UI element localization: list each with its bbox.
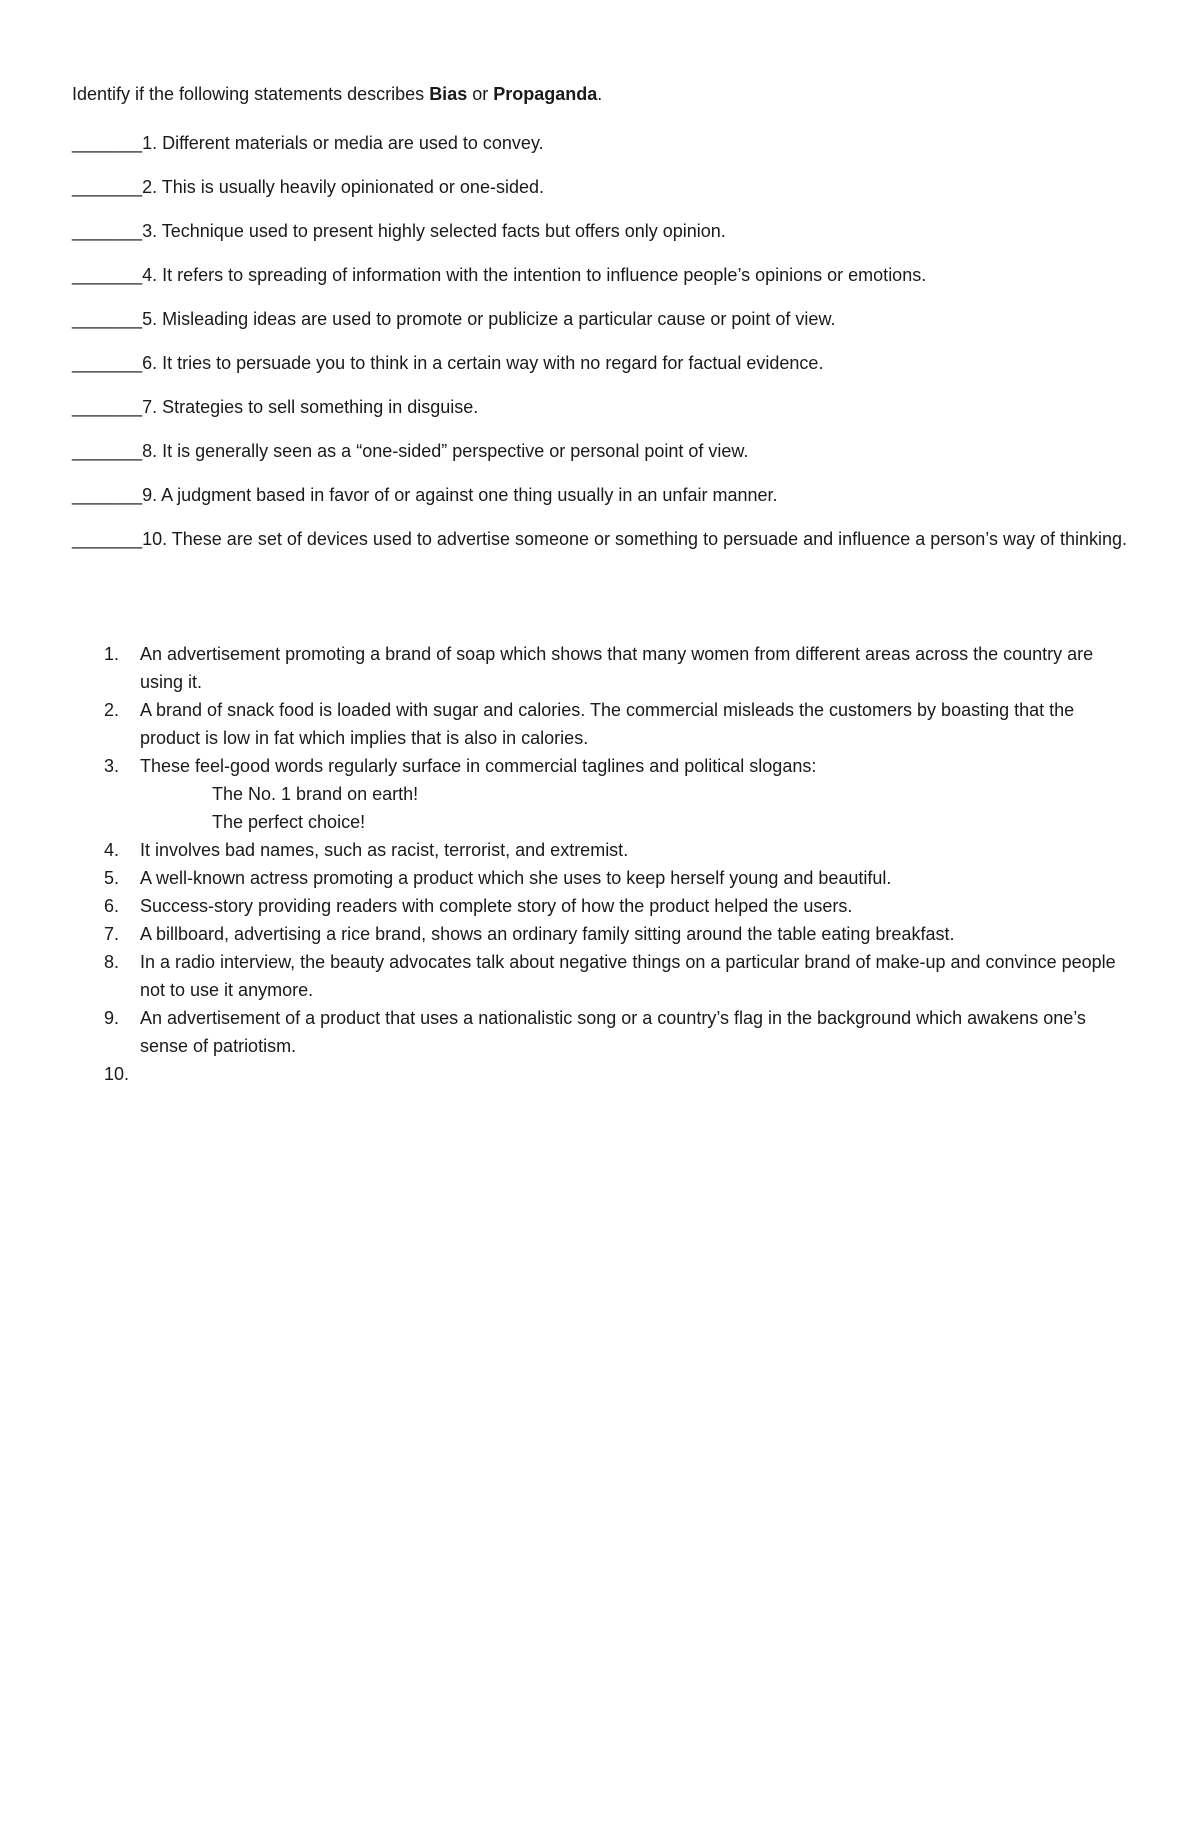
instructions-prefix: Identify if the following statements describes — [72, 84, 430, 104]
scenario-item — [72, 864, 1132, 892]
scenario-item — [72, 836, 1132, 864]
statement-item: _______10. These are set of devices used to advertise someone or something to persuade and influence a person’s way of thinking. — [72, 529, 1128, 549]
scenario-text: Success-story providing readers with complete story of how the product helped the users. — [140, 896, 853, 916]
scenario-number: 10. — [104, 1064, 130, 1084]
scenario-item — [72, 920, 1132, 948]
term-propaganda: Propaganda — [493, 84, 598, 104]
scenario-item — [72, 1004, 1132, 1060]
statement-list — [72, 128, 1132, 568]
scenario-text: An advertisement of a product that uses a nationalistic song or a country’s flag in the background which awakens one’s sense of patriotism. — [140, 1008, 1086, 1056]
scenario-text: A billboard, advertising a rice brand, shows an ordinary family sitting around the table eating breakfast. — [140, 924, 955, 944]
scenario-text: In a radio interview, the beauty advocates talk about negative things on a particular brand of make-up and convince people not to use it anymore. — [140, 952, 1116, 1000]
scenario-item — [72, 892, 1132, 920]
scenario-text: These feel-good words regularly surface in commercial taglines and political slogans: — [140, 756, 817, 776]
scenario-item — [72, 640, 1132, 696]
instructions — [72, 82, 602, 106]
slogan-line: The No. 1 brand on earth! — [212, 784, 419, 804]
scenario-number: 5. — [104, 868, 120, 888]
scenario-number: 4. — [104, 840, 120, 860]
scenario-item — [72, 752, 1132, 836]
scenario-text: A brand of snack food is loaded with sugar and calories. The commercial misleads the customers by boasting that the product is low in fat which implies that is also in calories. — [140, 700, 1075, 748]
scenario-number: 6. — [104, 896, 120, 916]
scenario-text: An advertisement promoting a brand of soap which shows that many women from different areas across the country are using it. — [140, 644, 1094, 692]
statement-item: _______4. It refers to spreading of information with the intention to influence people’s opinions or emotions. — [72, 265, 927, 285]
scenario-item — [72, 696, 1132, 752]
scenario-number: 1. — [104, 644, 120, 664]
scenario-number: 2. — [104, 700, 120, 720]
slogan-line: The perfect choice! — [212, 812, 366, 832]
scenario-number: 9. — [104, 1008, 120, 1028]
scenario-text: A well-known actress promoting a product which she uses to keep herself young and beautiful. — [140, 868, 892, 888]
scenario-item — [72, 948, 1132, 1004]
scenario-number: 3. — [104, 756, 120, 776]
term-bias: Bias — [429, 84, 468, 104]
statement-item: _______7. Strategies to sell something in disguise. — [72, 397, 479, 417]
statement-item: _______6. It tries to persuade you to think in a certain way with no regard for factual evidence. — [72, 353, 824, 373]
instructions-suffix: . — [597, 84, 603, 104]
scenario-list — [72, 640, 1132, 1084]
statement-item: _______5. Misleading ideas are used to promote or publicize a particular cause or point of view. — [72, 309, 836, 329]
scenario-number: 7. — [104, 924, 120, 944]
scenario-text: It involves bad names, such as racist, terrorist, and extremist. — [140, 840, 629, 860]
scenario-number: 8. — [104, 952, 120, 972]
statement-item: _______3. Technique used to present highly selected facts but offers only opinion. — [72, 221, 726, 241]
statement-item: _______9. A judgment based in favor of or against one thing usually in an unfair manner. — [72, 485, 778, 505]
statement-item: _______2. This is usually heavily opinionated or one-sided. — [72, 177, 544, 197]
statement-item: _______8. It is generally seen as a “one-sided” perspective or personal point of view. — [72, 441, 749, 461]
instructions-connector: or — [467, 84, 494, 104]
statement-item: _______1. Different materials or media are used to convey. — [72, 133, 544, 153]
